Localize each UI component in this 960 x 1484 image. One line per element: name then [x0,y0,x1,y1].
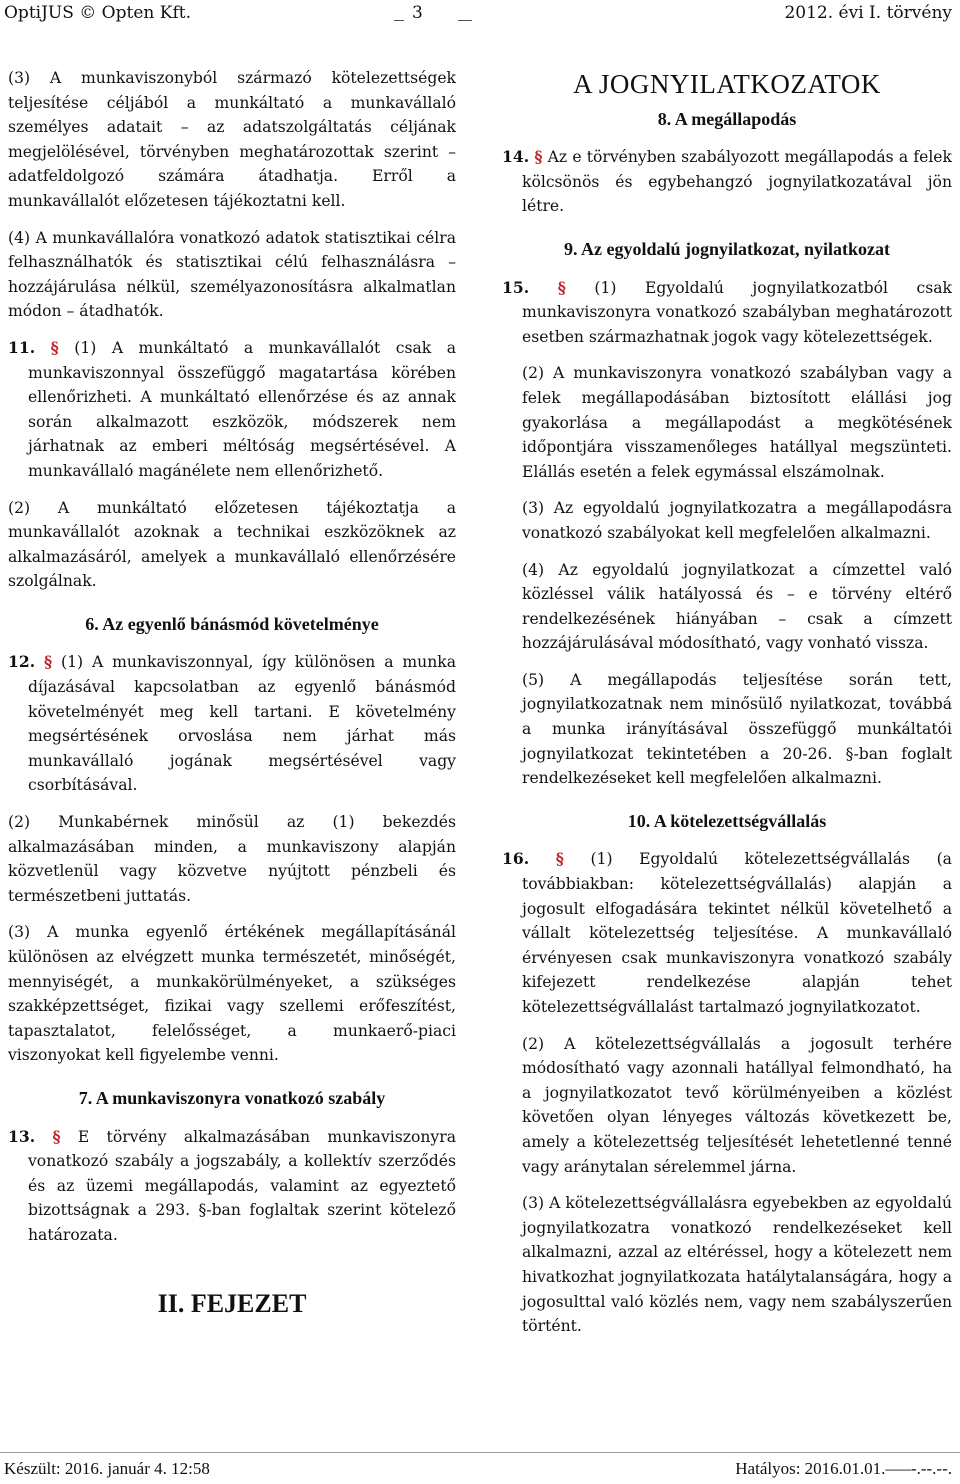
section-16-para-1 [502,847,952,1019]
left-column [8,66,456,1316]
section-text: Az e törvényben szabályozott megállapodás a felek kölcsönös és egybehangzó jognyilatkozatával jön létre. [522,148,952,216]
heading-6: 6. Az egyenlő bánásmód követelménye [85,613,379,634]
paragraph-10-3: (3) A munkaviszonyból származó kötelezettségek teljesítése céljából a munkáltató a munkavállaló személyes adatait – az adatszolgáltatás céljának megjelölésével, törvényben meghatározottak szerint – adatfeldolgozó számára átadhatja. Erről a munkavállalót előzetesen tájékoztatni kell. [8,69,456,210]
paragraph-10-4: (4) A munkavállalóra vonatkozó adatok statisztikai célra felhasználhatók és statisztikai célú felhasználásra – hozzájárulása nélkül, személyazonosításra alkalmatlan módon – átadhatók. [8,228,456,321]
section-text: (1) A munkaviszonnyal, így különösen a munka díjazásával kapcsolatban az egyenlő bánásmód követelményét meg kell tartani. E követelmény megsértésének orvoslása nem járhat más munkavállaló jogának megsértésével vagy csorbításával. [28,653,456,795]
section-11-para-2: (2) A munkáltató előzetesen tájékoztatja a munkavállalót azoknak a technikai eszközöknek az alkalmazásáról, amelyek a munkavállaló ellenőrzésére szolgálnak. [8,498,456,591]
section-15-para-5: (5) A megállapodás teljesítése során tett, jognyilatkozatnak nem minősülő nyilatkozat, továbbá a munka irányításával összefüggő munkáltatói jognyilatkozat tekintetében a 20-26. §-ban foglalt rendelkezéseket kell megfelelően alkalmazni. [522,670,952,788]
section-number: 16. [502,849,530,869]
footer-rule [0,1452,960,1453]
section-text: (1) Egyoldalú kötelezettségvállalás (a továbbiakban: kötelezettségvállalás) alapján a jogosult elfogadására tekintet nélkül követelhető a vállalt kötelezettség teljesítése. A munkavállaló érvényesen csak munkaviszonyra vonatkozó szabály kifejezett rendelkezése alapján tehet kötelezettségvállalást tartalmazó jognyilatkozatot. [522,850,952,1016]
section-number: 15. [502,277,530,297]
heading-10: 10. A kötelezettségvállalás [627,810,827,831]
footer-effective: Hatályos: 2016.01.01.–––-.--.--. [735,1459,952,1478]
heading-7: 7. A munkaviszonyra vonatkozó szabály [78,1087,386,1108]
section-15-para-3: (3) Az egyoldalú jognyilatkozatra a megállapodásra vonatkozó szabályokat kell megfelelően alkalmazni. [522,499,952,542]
chapter-title: II. FEJEZET [157,1288,307,1318]
section-12-para-3: (3) A munka egyenlő értékének megállapításánál különösen az elvégzett munka természetét, minőségét, mennyiségét, a munkakörülményeket, a szükséges szakképzettséget, fizikai vagy szellemi erőfeszítést, tapasztalatot, felelősséget, a munkaerő-piaci viszonyokat kell figyelembe venni. [8,923,456,1065]
law-title: 2012. évi I. törvény [784,3,952,23]
publisher-label: OptiJUS © Opten Kft. [4,3,191,23]
section-number: 11. [8,337,36,357]
right-column [502,66,952,1351]
section-14 [502,145,952,219]
section-text: (1) A munkáltató a munkavállalót csak a munkaviszonnyal összefüggő magatartása körében ellenőrizheti. A munkáltató ellenőrzése és az annak során alkalmazott eszközök, módszerek nem járhatnak az emberi méltóság megsértésével. A munkavállaló magánélete nem ellenőrizhető. [28,338,456,480]
header-rule-right [458,20,472,21]
section-symbol: § [44,652,53,672]
section-number: 12. [8,652,36,672]
section-text: E törvény alkalmazásában munkaviszonyra vonatkozó szabály a jogszabály, a kollektív szerződés és az üzemi megállapodás, valamint az egyeztető bizottságnak a 293. §-ban foglaltak szerint kötelező határozata. [28,1127,456,1244]
section-number: 13. [8,1126,36,1146]
page-number: 3 [412,3,423,23]
section-12-para-2: (2) Munkabérnek minősül az (1) bekezdés alkalmazásában minden, a munkaviszony alapján közvetlenül vagy közvetve nyújtott pénzbeli és természetbeni juttatás. [8,813,456,905]
section-12-para-1 [8,650,456,798]
section-16-para-2: (2) A kötelezettségvállalás a jogosult terhére módosítható vagy azonnali hatállyal felmondható, ha a jognyilatkozatot tevő körülményeiben a közlést követően olyan lényeges változás következett be, amely a kötelezettség teljesítését lehetetlenné tenné vagy aránytalan sérelemmel járna. [522,1034,952,1176]
page-header [0,0,960,26]
section-13 [8,1125,456,1248]
section-number: 14. [502,147,530,167]
section-symbol: § [50,337,59,357]
heading-9: 9. Az egyoldalú jognyilatkozat, nyilatkozat [563,238,890,259]
section-symbol: § [555,849,564,869]
section-11-para-1 [8,336,456,484]
section-15-para-2: (2) A munkaviszonyra vonatkozó szabályban vagy a felek megállapodásában biztosított elállási jog gyakorlása a megállapodást a megkötésének időpontjára visszamenőleges hatállyal megszünteti. Elállás esetén a felek egymással elszámolnak. [522,364,952,481]
section-16-para-3: (3) A kötelezettségvállalásra egyebekben az egyoldalú jognyilatkozatra vonatkozó rendelkezéseket kell alkalmazni, azzal az eltéréssel, hogy a kötelezett nem hivatkozhat jognyilatkozata hatálytalanságára, hogy a jogosulttal való közlés nem, vagy nem szabályszerűen történt. [522,1194,952,1336]
section-symbol: § [52,1126,61,1146]
heading-8: 8. A megállapodás [657,108,797,129]
section-15-para-1 [502,276,952,350]
section-15-para-4: (4) Az egyoldalú jognyilatkozat a címzettel való közléssel válik hatályossá és – e törvény eltérő rendelkezésének hiányában – csak a címzett hozzájárulásával módosítható, vagy vonható vissza. [522,560,952,653]
section-text: (1) Egyoldalú jognyilatkozatból csak munkaviszonyra vonatkozó szabályban meghatározott esetben származhatnak jogok vagy kötelezettségek. [522,278,952,346]
section-symbol: § [557,277,566,297]
footer-created: Készült: 2016. január 4. 12:58 [4,1459,210,1478]
header-rule-left [394,20,404,21]
part-title: A JOGNYILATKOZATOK [573,69,881,99]
section-symbol: § [534,147,543,167]
